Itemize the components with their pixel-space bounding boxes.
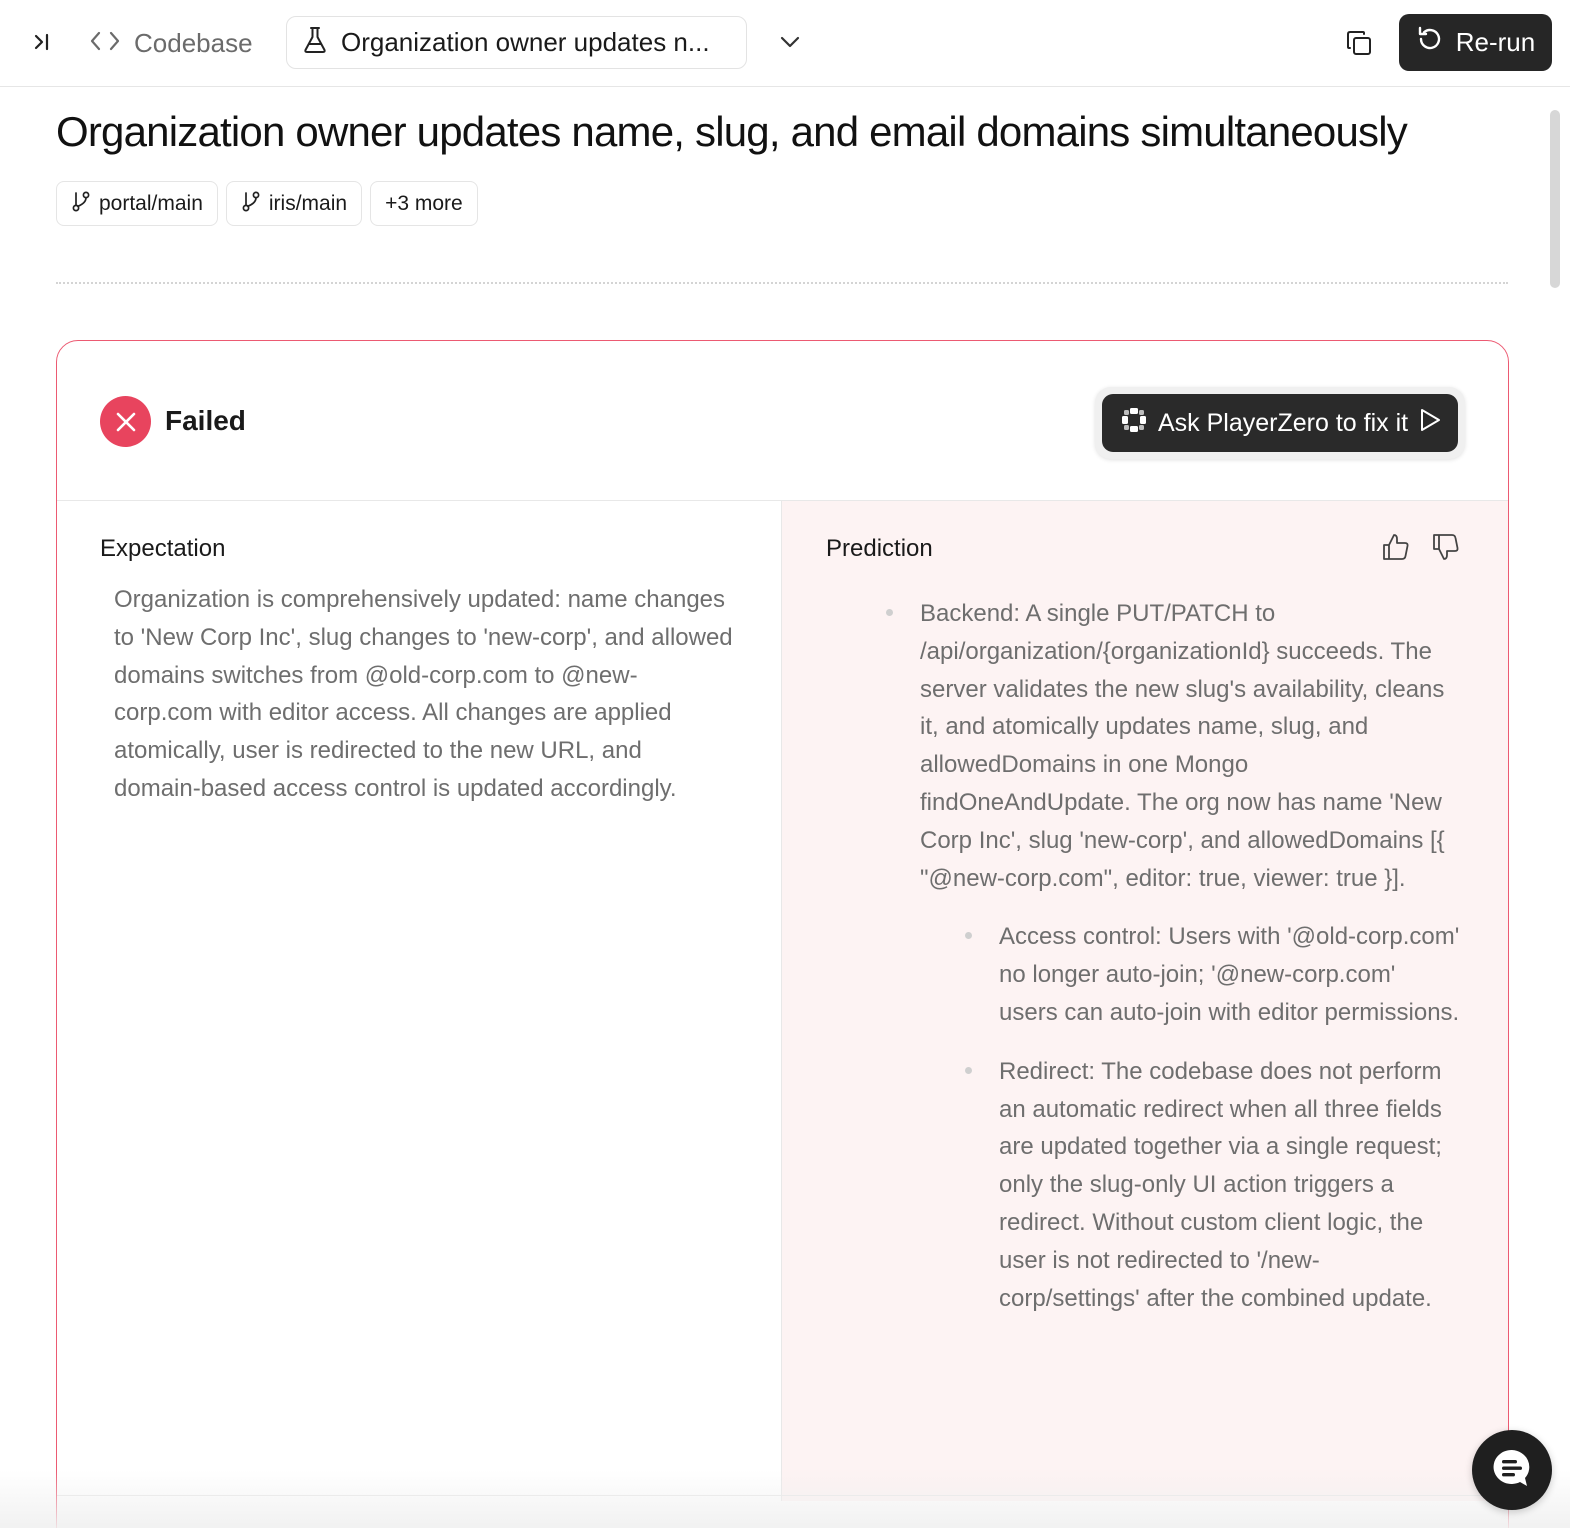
thumbs-up-icon[interactable] [1380, 531, 1412, 563]
prediction-list [920, 595, 1460, 1338]
prediction-text: Backend: A single PUT/PATCH to /api/organization/{organizationId} succeeds. The server validates the new slug's availability, cleans it, and atomically updates name, slug, and allowedDomains in one Mongo findOneAndUpdate. The org now has name 'New Corp Inc', slug 'new-corp', and allowedDomains [{ "@new-corp.com", editor: true, viewer: true }]. [920, 600, 1445, 892]
rerun-button[interactable] [1399, 14, 1552, 71]
branch-label: portal/main [99, 191, 203, 215]
page-title: Organization owner updates name, slug, and email domains simultaneously [56, 108, 1407, 155]
prediction-text: Redirect: The codebase does not perform an automatic redirect when all three fields are updated together via a single request; only the slug-only UI action triggers a redirect. Without custom client logic, the user is not redirected to '/new-corp/settings' after the combined update. [999, 1057, 1442, 1312]
thumbs-down-icon[interactable] [1430, 531, 1462, 563]
code-icon [90, 28, 120, 59]
result-header [57, 341, 1508, 501]
prediction-text: Access control: Users with '@old-corp.com' no longer auto-join; '@new-corp.com' users can auto-join with editor permissions. [999, 923, 1460, 1026]
play-icon [1418, 407, 1442, 440]
more-label: +3 more [385, 191, 463, 215]
codebase-link[interactable] [90, 22, 253, 64]
prediction-title: Prediction [826, 535, 933, 562]
failed-x-icon [100, 396, 151, 447]
expectation-text: Organization is comprehensively updated: name changes to 'New Corp Inc', slug changes to 'new-corp', and allowed domains switches from @old-corp.com to @new-corp.com with editor access. All changes are applied atomically, user is redirected to the new URL, and domain-based access control is updated accordingly. [114, 586, 733, 802]
result-card [56, 340, 1509, 1528]
section-divider [56, 282, 1508, 284]
expectation-title: Expectation [100, 535, 226, 562]
chevron-down-icon[interactable] [776, 28, 804, 56]
status-label: Failed [165, 405, 246, 436]
bullet-dot [965, 1067, 972, 1074]
branch-chip[interactable] [56, 181, 218, 226]
list-item [999, 1053, 1460, 1318]
rerun-label: Re-run [1455, 27, 1536, 57]
list-item [999, 918, 1460, 1031]
card-divider [57, 1495, 1508, 1496]
expectation-column [57, 501, 782, 1501]
chat-launcher-button[interactable] [1472, 1430, 1552, 1510]
git-branch-icon [71, 190, 91, 218]
branch-label: iris/main [268, 191, 348, 215]
branch-chip[interactable] [226, 181, 362, 226]
test-selector[interactable] [286, 16, 747, 69]
branch-chips [56, 181, 478, 226]
refresh-icon [1416, 25, 1444, 60]
flask-icon [303, 26, 327, 59]
list-item [920, 595, 1460, 897]
chat-icon [1490, 1446, 1534, 1495]
ask-button-frame [1095, 387, 1465, 459]
bullet-dot [886, 609, 893, 616]
git-branch-icon [241, 190, 261, 218]
ask-label: Ask PlayerZero to fix it [1158, 408, 1409, 437]
bullet-dot [965, 932, 972, 939]
prediction-column [782, 501, 1509, 1501]
playerzero-logo-icon [1120, 406, 1148, 441]
copy-icon[interactable] [1342, 26, 1376, 60]
ask-playerzero-button[interactable] [1102, 394, 1458, 452]
top-bar [0, 0, 1570, 87]
test-name: Organization owner updates n... [341, 27, 710, 57]
more-branches-chip[interactable] [370, 181, 478, 226]
scrollbar[interactable] [1550, 110, 1560, 288]
codebase-label: Codebase [134, 27, 253, 58]
expand-sidebar-icon[interactable] [28, 28, 56, 56]
